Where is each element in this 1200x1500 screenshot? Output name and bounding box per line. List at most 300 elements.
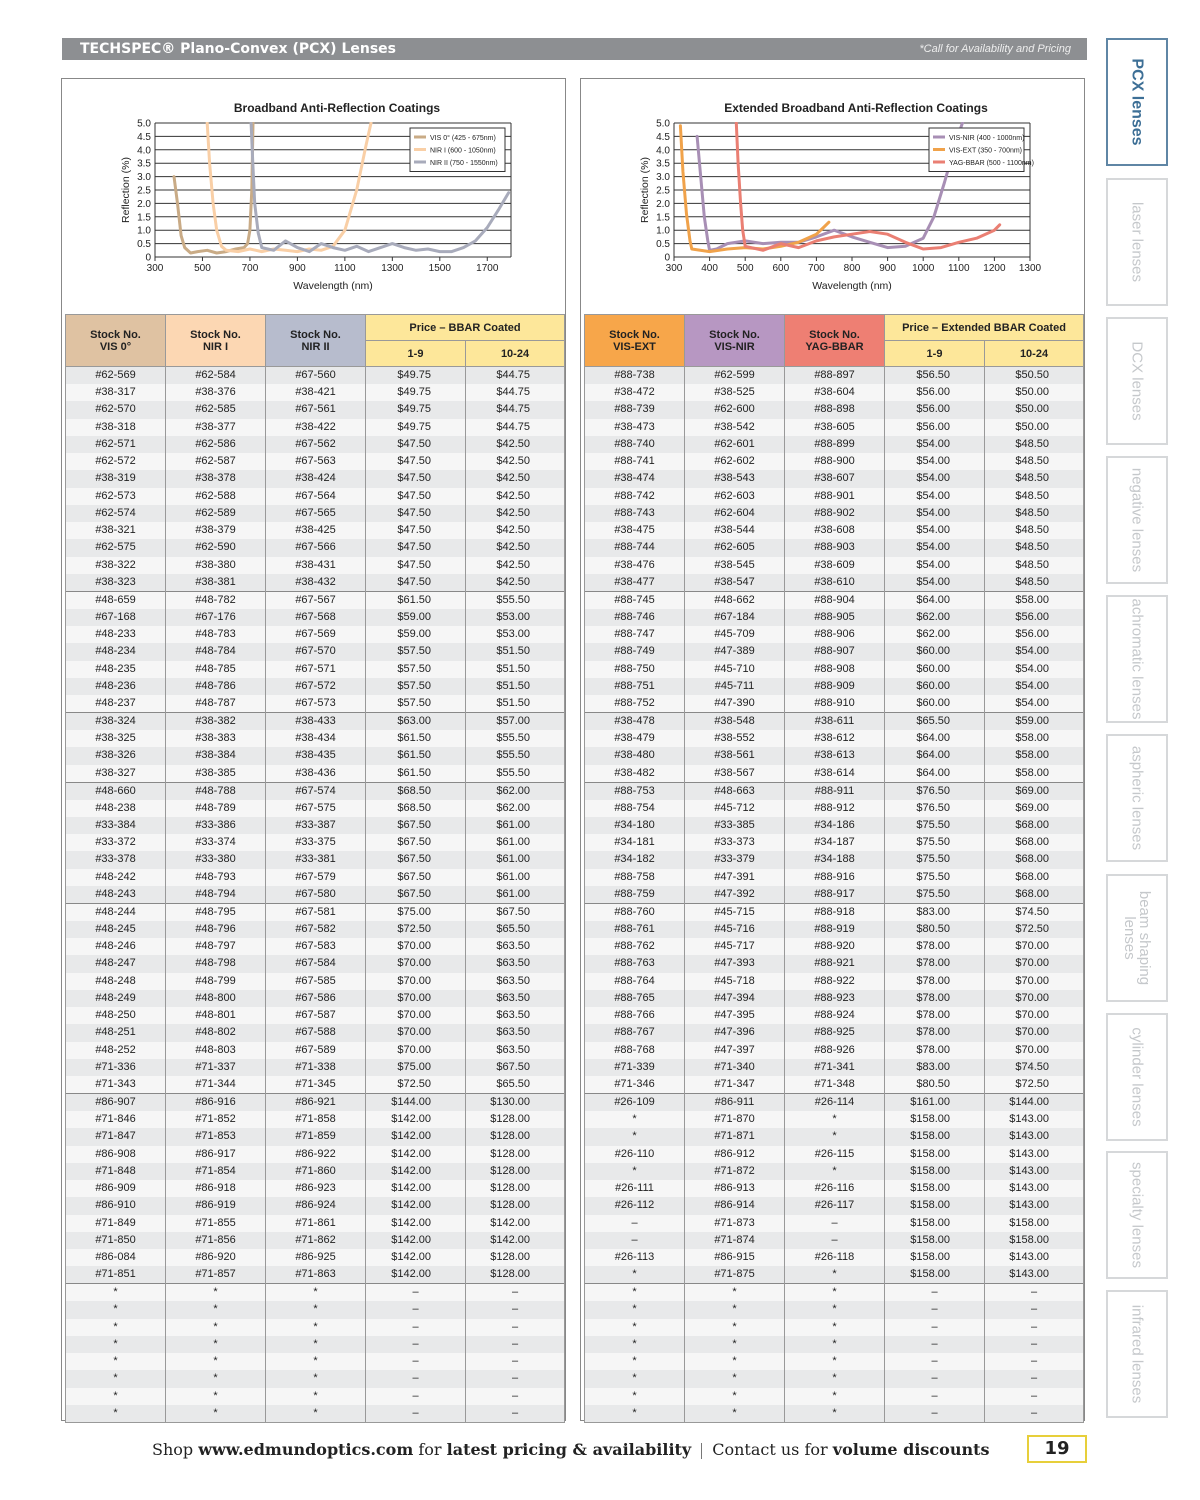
price-cell: –	[885, 1301, 985, 1318]
price-cell: $54.00	[885, 574, 985, 592]
price-cell: $56.00	[885, 384, 985, 401]
stock-number-cell: #71-873	[685, 1215, 785, 1232]
price-cell: $47.50	[366, 522, 466, 539]
price-cell: $56.00	[885, 419, 985, 436]
price-cell: $48.50	[985, 522, 1084, 539]
price-cell: $142.00	[366, 1163, 466, 1180]
stock-number-cell: #67-571	[266, 661, 366, 678]
table-row	[585, 678, 1084, 695]
price-cell: $44.75	[466, 419, 565, 436]
stock-number-cell: #88-764	[585, 973, 685, 990]
table-row	[585, 1128, 1084, 1145]
price-cell: $65.50	[885, 713, 985, 731]
stock-number-cell: #67-582	[266, 921, 366, 938]
price-cell: $67.50	[366, 834, 466, 851]
stock-number-cell: *	[585, 1319, 685, 1336]
price-cell: $67.50	[466, 903, 565, 921]
stock-number-cell: #86-921	[266, 1094, 366, 1112]
footer-latest-text: latest pricing & availability	[446, 1440, 692, 1459]
price-cell: $44.75	[466, 401, 565, 418]
price-cell: $83.00	[885, 1059, 985, 1076]
table-row	[66, 1163, 565, 1180]
category-tab-cylinder-lenses[interactable]	[1106, 1013, 1168, 1141]
category-tab-label: laser lenses	[1128, 201, 1146, 283]
stock-number-cell: #38-324	[66, 713, 166, 731]
stock-number-cell: *	[266, 1370, 366, 1387]
table-row	[585, 730, 1084, 747]
table-row	[585, 955, 1084, 972]
stock-number-cell: *	[166, 1336, 266, 1353]
stock-number-cell: #33-387	[266, 817, 366, 834]
price-cell: $161.00	[885, 1094, 985, 1112]
price-cell: $142.00	[366, 1180, 466, 1197]
stock-number-cell: #67-562	[266, 436, 366, 453]
chart-title: Broadband Anti-Reflection Coatings	[233, 101, 441, 115]
stock-number-cell: #71-854	[166, 1163, 266, 1180]
header-price-1-9: 1-9	[366, 341, 466, 367]
price-cell: $48.50	[985, 453, 1084, 470]
price-cell: $58.00	[985, 747, 1084, 764]
stock-number-cell: #67-575	[266, 800, 366, 817]
stock-number-cell: *	[266, 1353, 366, 1370]
stock-number-cell: #86-916	[166, 1094, 266, 1112]
table-row	[66, 591, 565, 609]
price-cell: $55.50	[466, 747, 565, 764]
price-cell: $68.00	[985, 886, 1084, 904]
category-tab-specialty-lenses[interactable]	[1106, 1151, 1168, 1279]
table-row	[66, 1301, 565, 1318]
price-cell: $61.50	[366, 765, 466, 783]
price-cell: $78.00	[885, 1042, 985, 1059]
price-cell: $55.50	[466, 730, 565, 747]
stock-number-cell: #45-709	[685, 626, 785, 643]
price-cell: $61.00	[466, 834, 565, 851]
price-cell: $158.00	[885, 1232, 985, 1249]
stock-number-cell: #45-718	[685, 973, 785, 990]
table-row	[585, 1336, 1084, 1353]
table-row	[66, 488, 565, 505]
stock-number-cell: #88-925	[785, 1024, 885, 1041]
stock-number-cell: #33-375	[266, 834, 366, 851]
price-cell: $48.50	[985, 436, 1084, 453]
stock-number-cell: *	[785, 1111, 885, 1128]
table-row	[66, 955, 565, 972]
stock-number-cell: #71-860	[266, 1163, 366, 1180]
price-cell: –	[466, 1405, 565, 1423]
stock-number-cell: #48-803	[166, 1042, 266, 1059]
price-cell: $44.75	[466, 384, 565, 401]
category-tab-label: aspheric lenses	[1128, 745, 1146, 851]
stock-number-cell: #26-109	[585, 1094, 685, 1112]
price-cell: $57.00	[466, 713, 565, 731]
stock-number-cell: #67-579	[266, 869, 366, 886]
price-cell: $75.50	[885, 851, 985, 868]
stock-number-cell: #38-561	[685, 747, 785, 764]
price-cell: $67.50	[466, 1059, 565, 1076]
y-tick-label: 2.0	[137, 198, 151, 210]
stock-number-cell: #71-859	[266, 1128, 366, 1145]
stock-number-cell: #67-573	[266, 695, 366, 713]
footer-url-link[interactable]: www.edmundoptics.com	[198, 1440, 414, 1459]
price-cell: –	[366, 1336, 466, 1353]
stock-number-cell: #48-659	[66, 591, 166, 609]
stock-number-cell: #88-766	[585, 1007, 685, 1024]
stock-number-cell: #88-765	[585, 990, 685, 1007]
stock-number-cell: #86-922	[266, 1146, 366, 1163]
header-price-group: Price – Extended BBAR Coated	[885, 315, 1084, 341]
right-panel	[580, 78, 1085, 1421]
y-tick-label: 0.5	[656, 239, 670, 251]
stock-number-cell: #38-435	[266, 747, 366, 764]
stock-number-cell: #62-602	[685, 453, 785, 470]
stock-number-cell: #71-346	[585, 1076, 685, 1094]
price-cell: $67.50	[366, 817, 466, 834]
table-row	[585, 367, 1084, 385]
stock-number-cell: #26-110	[585, 1146, 685, 1163]
price-cell: –	[466, 1370, 565, 1387]
stock-number-cell: #38-385	[166, 765, 266, 783]
stock-number-cell: #47-389	[685, 643, 785, 660]
stock-number-cell: *	[685, 1405, 785, 1423]
stock-number-cell: #45-717	[685, 938, 785, 955]
table-row	[585, 851, 1084, 868]
stock-number-cell: #62-603	[685, 488, 785, 505]
stock-number-cell: *	[785, 1284, 885, 1302]
price-cell: $128.00	[466, 1111, 565, 1128]
category-tab-achromatic-lenses[interactable]	[1106, 595, 1168, 723]
stock-number-cell: #67-580	[266, 886, 366, 904]
stock-number-cell: #67-566	[266, 539, 366, 556]
stock-number-cell: #48-245	[66, 921, 166, 938]
y-axis-label: Reflection (%)	[639, 157, 651, 223]
table-row	[585, 591, 1084, 609]
stock-number-cell: *	[166, 1301, 266, 1318]
price-cell: $49.75	[366, 419, 466, 436]
table-row	[66, 384, 565, 401]
stock-number-cell: #71-857	[166, 1266, 266, 1284]
stock-number-cell: #33-378	[66, 851, 166, 868]
stock-number-cell: #88-753	[585, 782, 685, 800]
price-cell: $76.50	[885, 782, 985, 800]
stock-number-cell: #67-572	[266, 678, 366, 695]
table-row	[585, 834, 1084, 851]
stock-number-cell: *	[266, 1336, 366, 1353]
stock-number-cell: #38-544	[685, 522, 785, 539]
y-tick-label: 0	[664, 252, 670, 264]
table-row	[66, 1319, 565, 1336]
stock-number-cell: #48-235	[66, 661, 166, 678]
price-cell: –	[985, 1388, 1084, 1405]
table-row	[66, 1111, 565, 1128]
price-cell: $56.50	[885, 367, 985, 385]
stock-number-cell: #33-372	[66, 834, 166, 851]
price-cell: $72.50	[366, 921, 466, 938]
stock-number-cell: #88-746	[585, 609, 685, 626]
price-cell: $158.00	[885, 1180, 985, 1197]
stock-number-cell: *	[66, 1284, 166, 1302]
stock-number-cell: #47-394	[685, 990, 785, 1007]
price-cell: $62.00	[466, 800, 565, 817]
table-row	[66, 1059, 565, 1076]
x-tick-label: 300	[146, 263, 164, 274]
price-cell: $58.00	[985, 765, 1084, 783]
price-cell: $63.50	[466, 955, 565, 972]
price-cell: $60.00	[885, 643, 985, 660]
table-row	[585, 800, 1084, 817]
stock-number-cell: #86-911	[685, 1094, 785, 1112]
stock-number-cell: #88-759	[585, 886, 685, 904]
price-cell: $70.00	[366, 938, 466, 955]
stock-number-cell: #67-565	[266, 505, 366, 522]
table-row	[66, 626, 565, 643]
price-cell: $70.00	[366, 1024, 466, 1041]
stock-number-cell: #48-250	[66, 1007, 166, 1024]
price-cell: $59.00	[366, 609, 466, 626]
stock-number-cell: #38-475	[585, 522, 685, 539]
stock-number-cell: #38-552	[685, 730, 785, 747]
price-cell: $75.50	[885, 886, 985, 904]
legend-entry: NIR I (600 - 1050nm)	[430, 147, 496, 155]
stock-number-cell: *	[585, 1405, 685, 1423]
stock-number-cell: #86-909	[66, 1180, 166, 1197]
price-cell: –	[885, 1353, 985, 1370]
y-tick-label: 4.0	[656, 145, 670, 157]
table-row	[585, 539, 1084, 556]
category-tab-laser-lenses[interactable]	[1106, 178, 1168, 306]
stock-number-cell: *	[785, 1163, 885, 1180]
stock-number-cell: #88-761	[585, 921, 685, 938]
table-row	[66, 730, 565, 747]
table-row	[585, 1370, 1084, 1387]
table-row	[66, 921, 565, 938]
price-cell: $57.50	[366, 695, 466, 713]
price-cell: $48.50	[985, 505, 1084, 522]
stock-number-cell: #71-848	[66, 1163, 166, 1180]
price-cell: $128.00	[466, 1249, 565, 1266]
price-cell: $70.00	[985, 1024, 1084, 1041]
stock-number-cell: #38-525	[685, 384, 785, 401]
header-stock-nir1: Stock No. NIR I	[166, 315, 266, 367]
stock-number-cell: #88-922	[785, 973, 885, 990]
table-row	[66, 1024, 565, 1041]
price-cell: $158.00	[885, 1197, 985, 1214]
x-tick-label: 1000	[912, 263, 935, 274]
table-row	[66, 765, 565, 783]
table-row	[66, 1353, 565, 1370]
category-tab-label: infrared lenses	[1128, 1304, 1146, 1404]
stock-number-cell: #86-913	[685, 1180, 785, 1197]
stock-number-cell: #62-570	[66, 401, 166, 418]
stock-number-cell: #48-237	[66, 695, 166, 713]
price-cell: $67.50	[366, 886, 466, 904]
table-row	[585, 817, 1084, 834]
stock-number-cell: #88-920	[785, 938, 885, 955]
stock-number-cell: #86-925	[266, 1249, 366, 1266]
stock-number-cell: *	[585, 1353, 685, 1370]
price-cell: $62.00	[885, 626, 985, 643]
price-cell: $69.00	[985, 782, 1084, 800]
stock-number-cell: *	[785, 1405, 885, 1423]
stock-number-cell: #86-924	[266, 1197, 366, 1214]
price-cell: –	[985, 1336, 1084, 1353]
price-cell: $55.50	[466, 591, 565, 609]
price-cell: $51.50	[466, 678, 565, 695]
price-cell: $48.50	[985, 557, 1084, 574]
table-row	[585, 1024, 1084, 1041]
stock-number-cell: #67-586	[266, 990, 366, 1007]
price-cell: $47.50	[366, 470, 466, 487]
price-cell: $75.50	[885, 834, 985, 851]
price-cell: $56.00	[985, 609, 1084, 626]
price-cell: $48.50	[985, 488, 1084, 505]
category-tab-negative-lenses[interactable]	[1106, 456, 1168, 584]
table-row	[66, 574, 565, 592]
price-cell: $142.00	[366, 1266, 466, 1284]
price-cell: $61.00	[466, 817, 565, 834]
stock-number-cell: #71-852	[166, 1111, 266, 1128]
stock-number-cell: #71-863	[266, 1266, 366, 1284]
stock-number-cell: #62-573	[66, 488, 166, 505]
price-cell: $70.00	[985, 1042, 1084, 1059]
table-row	[585, 1266, 1084, 1284]
price-cell: $128.00	[466, 1197, 565, 1214]
category-tab-dcx-lenses[interactable]	[1106, 317, 1168, 445]
stock-number-cell: *	[585, 1301, 685, 1318]
stock-number-cell: *	[785, 1319, 885, 1336]
table-row	[585, 903, 1084, 921]
stock-number-cell: #86-907	[66, 1094, 166, 1112]
stock-number-cell: *	[585, 1284, 685, 1302]
price-cell: $68.50	[366, 782, 466, 800]
category-tab-aspheric-lenses[interactable]	[1106, 734, 1168, 862]
price-cell: $70.00	[985, 1007, 1084, 1024]
stock-number-cell: #71-855	[166, 1215, 266, 1232]
stock-number-cell: *	[266, 1319, 366, 1336]
table-row	[66, 903, 565, 921]
table-row	[585, 765, 1084, 783]
price-cell: $49.75	[366, 401, 466, 418]
price-cell: $54.00	[985, 643, 1084, 660]
footer-for-text: for	[418, 1440, 442, 1459]
price-cell: $48.50	[985, 539, 1084, 556]
stock-number-cell: #71-347	[685, 1076, 785, 1094]
price-cell: $62.00	[885, 609, 985, 626]
footer-shop-prefix: Shop	[152, 1440, 194, 1459]
price-cell: $42.50	[466, 436, 565, 453]
stock-number-cell: #38-327	[66, 765, 166, 783]
price-cell: $142.00	[466, 1232, 565, 1249]
stock-number-cell: #88-926	[785, 1042, 885, 1059]
price-cell: $50.00	[985, 384, 1084, 401]
price-cell: $70.00	[985, 990, 1084, 1007]
price-cell: –	[366, 1370, 466, 1387]
price-cell: $78.00	[885, 973, 985, 990]
stock-number-cell: *	[685, 1336, 785, 1353]
category-tab-beam-shaping-lenses[interactable]	[1106, 874, 1168, 1002]
table-row	[585, 419, 1084, 436]
stock-number-cell: #33-386	[166, 817, 266, 834]
stock-number-cell: #34-181	[585, 834, 685, 851]
footer	[152, 1440, 989, 1459]
price-cell: $56.00	[985, 626, 1084, 643]
stock-number-cell: #88-917	[785, 886, 885, 904]
price-cell: –	[466, 1336, 565, 1353]
stock-number-cell: #38-323	[66, 574, 166, 592]
price-cell: –	[985, 1370, 1084, 1387]
x-axis-label: Wavelength (nm)	[812, 280, 892, 292]
price-cell: $63.50	[466, 990, 565, 1007]
table-row	[585, 713, 1084, 731]
stock-number-cell: *	[585, 1128, 685, 1145]
stock-number-cell: #71-870	[685, 1111, 785, 1128]
stock-number-cell: #48-785	[166, 661, 266, 678]
stock-number-cell: #71-871	[685, 1128, 785, 1145]
stock-number-cell: #38-547	[685, 574, 785, 592]
stock-number-cell: *	[266, 1405, 366, 1423]
y-tick-label: 5.0	[656, 118, 670, 130]
price-cell: $42.50	[466, 505, 565, 522]
price-cell: $53.00	[466, 609, 565, 626]
stock-number-cell: #67-567	[266, 591, 366, 609]
stock-number-cell: #34-180	[585, 817, 685, 834]
legend-entry: VIS-EXT (350 - 700nm)	[949, 147, 1023, 155]
price-cell: $70.00	[366, 955, 466, 972]
stock-number-cell: #48-793	[166, 869, 266, 886]
stock-number-cell: #88-906	[785, 626, 885, 643]
price-cell: $49.75	[366, 367, 466, 385]
stock-number-cell: *	[66, 1336, 166, 1353]
table-row	[66, 1266, 565, 1284]
category-tab-label: achromatic lenses	[1128, 598, 1146, 720]
category-tab-label: beam shaping lenses	[1121, 890, 1153, 986]
price-cell: $48.50	[985, 574, 1084, 592]
stock-number-cell: #45-711	[685, 678, 785, 695]
price-cell: $143.00	[985, 1111, 1084, 1128]
stock-number-cell: *	[66, 1319, 166, 1336]
y-tick-label: 3.5	[656, 158, 670, 170]
table-row	[66, 782, 565, 800]
stock-number-cell: #26-113	[585, 1249, 685, 1266]
stock-number-cell: #62-589	[166, 505, 266, 522]
stock-number-cell: #48-784	[166, 643, 266, 660]
y-axis-label: Reflection (%)	[120, 157, 132, 223]
table-row	[66, 453, 565, 470]
price-cell: $128.00	[466, 1266, 565, 1284]
table-row	[585, 1388, 1084, 1405]
stock-number-cell: #88-897	[785, 367, 885, 385]
price-cell: $70.00	[366, 1042, 466, 1059]
stock-number-cell: #71-847	[66, 1128, 166, 1145]
stock-number-cell: #38-567	[685, 765, 785, 783]
stock-number-cell: *	[166, 1370, 266, 1387]
category-tab-infrared-lenses[interactable]	[1106, 1290, 1168, 1418]
price-cell: $57.50	[366, 661, 466, 678]
stock-number-cell: #38-384	[166, 747, 266, 764]
stock-number-cell: #62-575	[66, 539, 166, 556]
price-cell: $75.00	[366, 1059, 466, 1076]
price-cell: $54.00	[885, 436, 985, 453]
price-cell: $60.00	[885, 678, 985, 695]
stock-number-cell: #26-116	[785, 1180, 885, 1197]
stock-number-cell: #88-739	[585, 401, 685, 418]
stock-number-cell: #48-788	[166, 782, 266, 800]
stock-number-cell: #48-782	[166, 591, 266, 609]
price-cell: $158.00	[885, 1266, 985, 1284]
stock-number-cell: #38-548	[685, 713, 785, 731]
table-row	[66, 1388, 565, 1405]
price-cell: $83.00	[885, 903, 985, 921]
category-tab-pcx-lenses[interactable]	[1106, 38, 1168, 166]
